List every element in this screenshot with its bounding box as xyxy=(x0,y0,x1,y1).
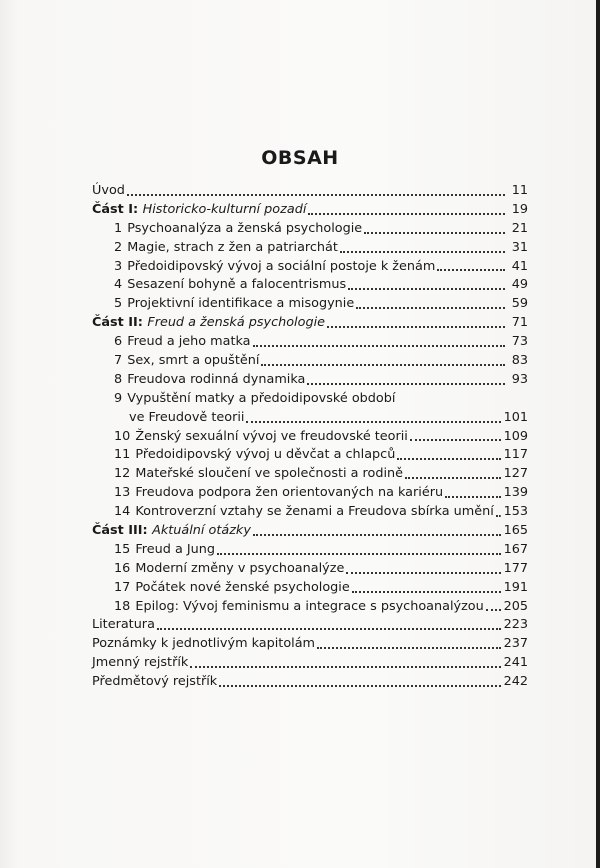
toc-entry-label xyxy=(92,276,346,295)
toc-entry-label xyxy=(92,522,251,541)
toc-entry-label xyxy=(92,390,395,409)
toc-page-number: 165 xyxy=(503,523,528,539)
toc-entry-label xyxy=(92,598,484,617)
toc-page-number: 101 xyxy=(503,409,528,425)
toc-entry-label xyxy=(92,428,408,447)
toc-dot-leader xyxy=(127,193,505,196)
toc-dot-leader xyxy=(253,533,501,536)
toc-page-number: 93 xyxy=(511,371,528,387)
toc-chapter-row xyxy=(92,371,528,390)
toc-chapter-title: Moderní změny v psychoanalýze xyxy=(135,560,345,576)
toc-entry-label xyxy=(92,541,215,560)
toc-chapter-title: Magie, strach z žen a patriarchát xyxy=(127,239,338,255)
toc-chapter-number: 17 xyxy=(114,579,131,595)
toc-page-number: 73 xyxy=(511,334,528,350)
toc-page-number: 177 xyxy=(503,560,528,576)
toc-chapter-title: Freudova rodinná dynamika xyxy=(127,371,306,387)
toc-chapter-title: Freud a jeho matka xyxy=(127,334,251,350)
toc-dot-leader xyxy=(327,325,505,328)
toc-entry-row xyxy=(92,635,528,654)
toc-part-row xyxy=(92,201,528,220)
toc-page-number: 11 xyxy=(511,182,528,198)
toc-chapter-number: 12 xyxy=(114,466,131,482)
toc-part-number: Část I: xyxy=(92,201,139,217)
page-title: OBSAH xyxy=(261,147,339,169)
toc-chapter-title: Epilog: Vývoj feminismu a integrace s psychoanalýzou xyxy=(135,598,484,614)
toc-dot-leader xyxy=(496,514,501,517)
toc-entry-label: Předmětový rejstřík xyxy=(92,674,218,690)
toc-chapter-row xyxy=(92,465,528,484)
toc-chapter-title: Kontroverzní vztahy se ženami a Freudova sbírka umění xyxy=(135,504,494,520)
toc-entry-label: Poznámky k jednotlivým kapitolám xyxy=(92,636,316,652)
toc-chapter-row xyxy=(92,598,528,617)
toc-dot-leader xyxy=(486,608,501,611)
toc-chapter-title: Mateřské sloučení ve společnosti a rodině xyxy=(135,466,404,482)
toc-dot-leader xyxy=(397,457,500,460)
toc-dot-leader xyxy=(364,231,505,234)
toc-dot-leader xyxy=(217,552,501,555)
toc-chapter-row xyxy=(92,239,528,258)
table-of-contents xyxy=(92,182,528,692)
toc-dot-leader xyxy=(405,476,501,479)
toc-chapter-number: 11 xyxy=(114,447,131,463)
toc-chapter-number: 3 xyxy=(114,258,123,274)
toc-page-number: 71 xyxy=(511,315,528,331)
toc-entry-label xyxy=(92,220,362,239)
toc-page-number: 237 xyxy=(503,636,528,652)
toc-chapter-number: 5 xyxy=(114,296,123,312)
toc-dot-leader xyxy=(410,438,501,441)
toc-chapter-row xyxy=(92,295,528,314)
toc-part-number: Část II: xyxy=(92,315,143,331)
toc-entry-label xyxy=(92,201,306,220)
toc-entry-label xyxy=(92,333,251,352)
toc-chapter-title: Vypuštění matky a předoidipovské období xyxy=(127,390,396,406)
toc-dot-leader xyxy=(346,571,500,574)
toc-part-row xyxy=(92,522,528,541)
toc-part-number: Část III: xyxy=(92,523,148,539)
toc-chapter-title: Psychoanalýza a ženská psychologie xyxy=(127,220,363,236)
toc-entry-label xyxy=(92,314,325,333)
page-edge-shadow xyxy=(596,0,600,868)
toc-page-number: 127 xyxy=(503,466,528,482)
toc-chapter-row xyxy=(92,428,528,447)
toc-dot-leader xyxy=(219,684,500,687)
toc-chapter-row xyxy=(92,276,528,295)
toc-page-number: 153 xyxy=(503,504,528,520)
toc-entry-label xyxy=(92,239,338,258)
toc-entry-row xyxy=(92,182,528,201)
toc-page-number: 139 xyxy=(503,485,528,501)
toc-chapter-number: 2 xyxy=(114,239,123,255)
toc-page-number: 109 xyxy=(503,428,528,444)
toc-entry-label xyxy=(92,484,443,503)
toc-chapter-number: 7 xyxy=(114,353,123,368)
toc-entry-label xyxy=(92,503,494,522)
toc-chapter-title: Předoidipovský vývoj u děvčat a chlapců xyxy=(135,447,396,463)
toc-chapter-title: Ženský sexuální vývoj ve freudovské teorii xyxy=(135,428,408,444)
toc-page-number: 83 xyxy=(511,353,528,368)
toc-dot-leader xyxy=(352,590,501,593)
toc-dot-leader xyxy=(253,344,505,347)
toc-entry-label: Jmenný rejstřík xyxy=(92,655,189,671)
toc-entry-label xyxy=(92,446,395,465)
toc-chapter-row xyxy=(92,503,528,522)
toc-chapter-title: Počátek nové ženské psychologie xyxy=(135,579,350,595)
toc-chapter-row xyxy=(92,390,528,409)
toc-page-number: 241 xyxy=(503,655,528,671)
toc-entry-row xyxy=(92,673,528,692)
toc-entry-row xyxy=(92,654,528,673)
toc-chapter-row xyxy=(92,484,528,503)
toc-entry-label xyxy=(92,560,344,579)
toc-chapter-title: Projektivní identifikace a misogynie xyxy=(127,296,355,312)
toc-entry-label xyxy=(92,258,435,277)
toc-page-number: 19 xyxy=(511,201,528,217)
toc-dot-leader xyxy=(340,250,505,253)
toc-chapter-row-continuation xyxy=(92,409,528,428)
toc-chapter-row xyxy=(92,446,528,465)
toc-part-subtitle: Freud a ženská psychologie xyxy=(147,315,325,331)
toc-chapter-title: Sex, smrt a opuštění xyxy=(127,353,260,368)
toc-page-number: 59 xyxy=(511,296,528,312)
toc-chapter-row xyxy=(92,220,528,239)
toc-page-number: 205 xyxy=(503,598,528,614)
toc-chapter-title-continued: ve Freudově teorii xyxy=(129,409,245,425)
toc-entry-label xyxy=(92,352,259,371)
toc-chapter-row xyxy=(92,579,528,598)
toc-page-number: 167 xyxy=(503,541,528,557)
toc-dot-leader xyxy=(356,306,505,309)
toc-dot-leader xyxy=(246,420,500,423)
toc-chapter-number: 8 xyxy=(114,371,123,387)
toc-chapter-number: 10 xyxy=(114,428,131,444)
toc-chapter-row xyxy=(92,333,528,352)
toc-chapter-row xyxy=(92,258,528,277)
toc-chapter-title: Freud a Jung xyxy=(135,541,215,557)
toc-chapter-row xyxy=(92,541,528,560)
toc-page-number: 21 xyxy=(511,220,528,236)
toc-chapter-title: Freudova podpora žen orientovaných na kariéru xyxy=(135,485,444,501)
toc-chapter-number: 18 xyxy=(114,598,131,614)
toc-page-number: 117 xyxy=(503,447,528,463)
toc-chapter-number: 6 xyxy=(114,334,123,350)
toc-dot-leader xyxy=(348,287,505,290)
toc-page-number: 223 xyxy=(503,617,528,633)
toc-entry-row xyxy=(92,616,528,635)
toc-chapter-row xyxy=(92,352,528,371)
toc-page-number: 191 xyxy=(503,579,528,595)
toc-chapter-title: Předoidipovský vývoj a sociální postoje k ženám xyxy=(127,258,436,274)
toc-entry-label: Literatura xyxy=(92,617,155,633)
toc-page-number: 49 xyxy=(511,277,528,293)
toc-chapter-number: 14 xyxy=(114,504,131,520)
toc-chapter-number: 4 xyxy=(114,277,123,293)
toc-part-row xyxy=(92,314,528,333)
toc-chapter-number: 13 xyxy=(114,485,131,501)
toc-part-subtitle: Historicko-kulturní pozadí xyxy=(142,201,307,217)
toc-dot-leader xyxy=(437,268,505,271)
toc-entry-label xyxy=(92,295,354,314)
toc-chapter-title: Sesazení bohyně a falocentrismus xyxy=(127,277,347,293)
toc-part-subtitle: Aktuální otázky xyxy=(152,523,251,539)
toc-page-number: 41 xyxy=(511,258,528,274)
toc-chapter-number: 15 xyxy=(114,541,131,557)
toc-dot-leader xyxy=(317,646,501,649)
toc-page-number: 242 xyxy=(503,674,528,690)
toc-entry-label xyxy=(92,579,350,598)
toc-dot-leader xyxy=(445,495,500,498)
toc-entry-label xyxy=(92,371,305,390)
toc-entry-label: Úvod xyxy=(92,182,125,198)
toc-chapter-number: 9 xyxy=(114,390,123,406)
toc-dot-leader xyxy=(190,665,500,668)
toc-chapter-number: 16 xyxy=(114,560,131,576)
toc-dot-leader xyxy=(307,382,505,385)
toc-entry-label xyxy=(92,465,403,484)
toc-chapter-row xyxy=(92,560,528,579)
toc-chapter-number: 1 xyxy=(114,220,123,236)
toc-page-number: 31 xyxy=(511,239,528,255)
toc-dot-leader xyxy=(308,212,505,215)
toc-dot-leader xyxy=(157,627,501,630)
toc-dot-leader xyxy=(261,363,505,366)
